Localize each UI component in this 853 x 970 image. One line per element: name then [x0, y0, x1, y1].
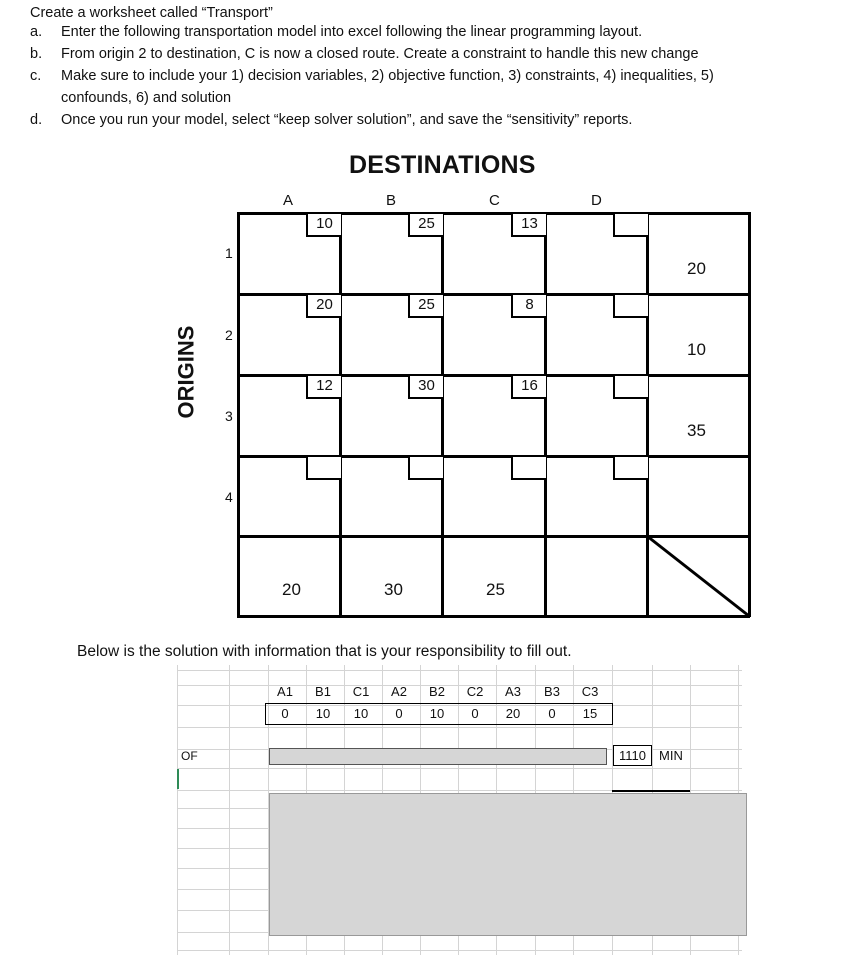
item-text: Enter the following transportation model into excel following the linear programming layout.	[61, 24, 643, 40]
item-text: From origin 2 to destination, C is now a closed route. Create a constraint to handle this new change	[61, 46, 699, 62]
cost-cell: 12	[306, 376, 341, 399]
decision-values-box	[265, 703, 613, 725]
column-label-b: B	[386, 192, 397, 209]
item-text-continuation: confounds, 6) and solution	[61, 90, 232, 106]
constraints-block	[269, 793, 747, 936]
cost-cell: 10	[306, 214, 341, 237]
variable-value: 10	[429, 706, 445, 721]
variable-header: B1	[315, 684, 331, 699]
cost-cell: 8	[511, 295, 546, 318]
variable-value: 10	[315, 706, 331, 721]
instructions-heading: Create a worksheet called “Transport”	[30, 5, 273, 21]
variable-value: 0	[548, 706, 556, 721]
variable-header: A1	[277, 684, 293, 699]
origins-label: ORIGINS	[173, 325, 199, 419]
sheet-gridline-v	[177, 665, 178, 955]
row-label-1: 1	[225, 245, 233, 261]
supply-value: 35	[687, 421, 706, 440]
row-label-2: 2	[225, 327, 233, 343]
row-label-4: 4	[225, 489, 233, 505]
cost-cell: 25	[408, 214, 443, 237]
variable-value: 10	[353, 706, 369, 721]
variable-header: A3	[505, 684, 521, 699]
variable-header: C2	[466, 684, 484, 699]
item-letter: b.	[30, 46, 43, 62]
variable-value: 0	[395, 706, 403, 721]
objective-value-cell: 1110	[613, 745, 652, 766]
row-label-3: 3	[225, 408, 233, 424]
cost-cell: 25	[408, 295, 443, 318]
variable-value: 0	[281, 706, 289, 721]
variable-header: B2	[429, 684, 445, 699]
column-label-c: C	[489, 192, 500, 209]
cost-cell: 30	[408, 376, 443, 399]
item-text: Once you run your model, select “keep solver solution”, and save the “sensitivity” reports.	[61, 112, 633, 128]
supply-value: 20	[687, 259, 706, 278]
variable-value: 0	[471, 706, 479, 721]
item-letter: a.	[30, 24, 43, 40]
active-cell-marker	[177, 769, 179, 789]
destinations-title: DESTINATIONS	[349, 151, 536, 179]
item-letter: c.	[30, 68, 42, 84]
column-label-d: D	[591, 192, 602, 209]
supply-value: 10	[687, 340, 706, 359]
sheet-gridline-h	[177, 768, 742, 769]
variable-value: 15	[582, 706, 598, 721]
of-label: OF	[181, 749, 198, 763]
rhs-column-top-border	[612, 790, 690, 792]
sheet-gridline-h	[177, 670, 742, 671]
solution-intro: Below is the solution with information that is your responsibility to fill out.	[77, 643, 572, 660]
objective-sense: MIN	[659, 748, 683, 763]
sheet-gridline-v	[229, 665, 230, 955]
demand-value: 20	[282, 580, 301, 599]
sheet-gridline-h	[177, 950, 742, 951]
variable-header: C1	[352, 684, 370, 699]
demand-value: 30	[384, 580, 403, 599]
variable-header: C3	[581, 684, 599, 699]
objective-formula-bar	[269, 748, 607, 765]
item-text: Make sure to include your 1) decision variables, 2) objective function, 3) constraints, 4) inequalities, 5)	[61, 68, 714, 84]
demand-value: 25	[486, 580, 505, 599]
column-label-a: A	[283, 192, 294, 209]
variable-header: B3	[544, 684, 560, 699]
cost-cell: 20	[306, 295, 341, 318]
cost-cell: 13	[511, 214, 546, 237]
cost-cell: 16	[511, 376, 546, 399]
item-letter: d.	[30, 112, 43, 128]
variable-value: 20	[505, 706, 521, 721]
variable-header: A2	[391, 684, 407, 699]
sheet-gridline-h	[177, 727, 742, 728]
